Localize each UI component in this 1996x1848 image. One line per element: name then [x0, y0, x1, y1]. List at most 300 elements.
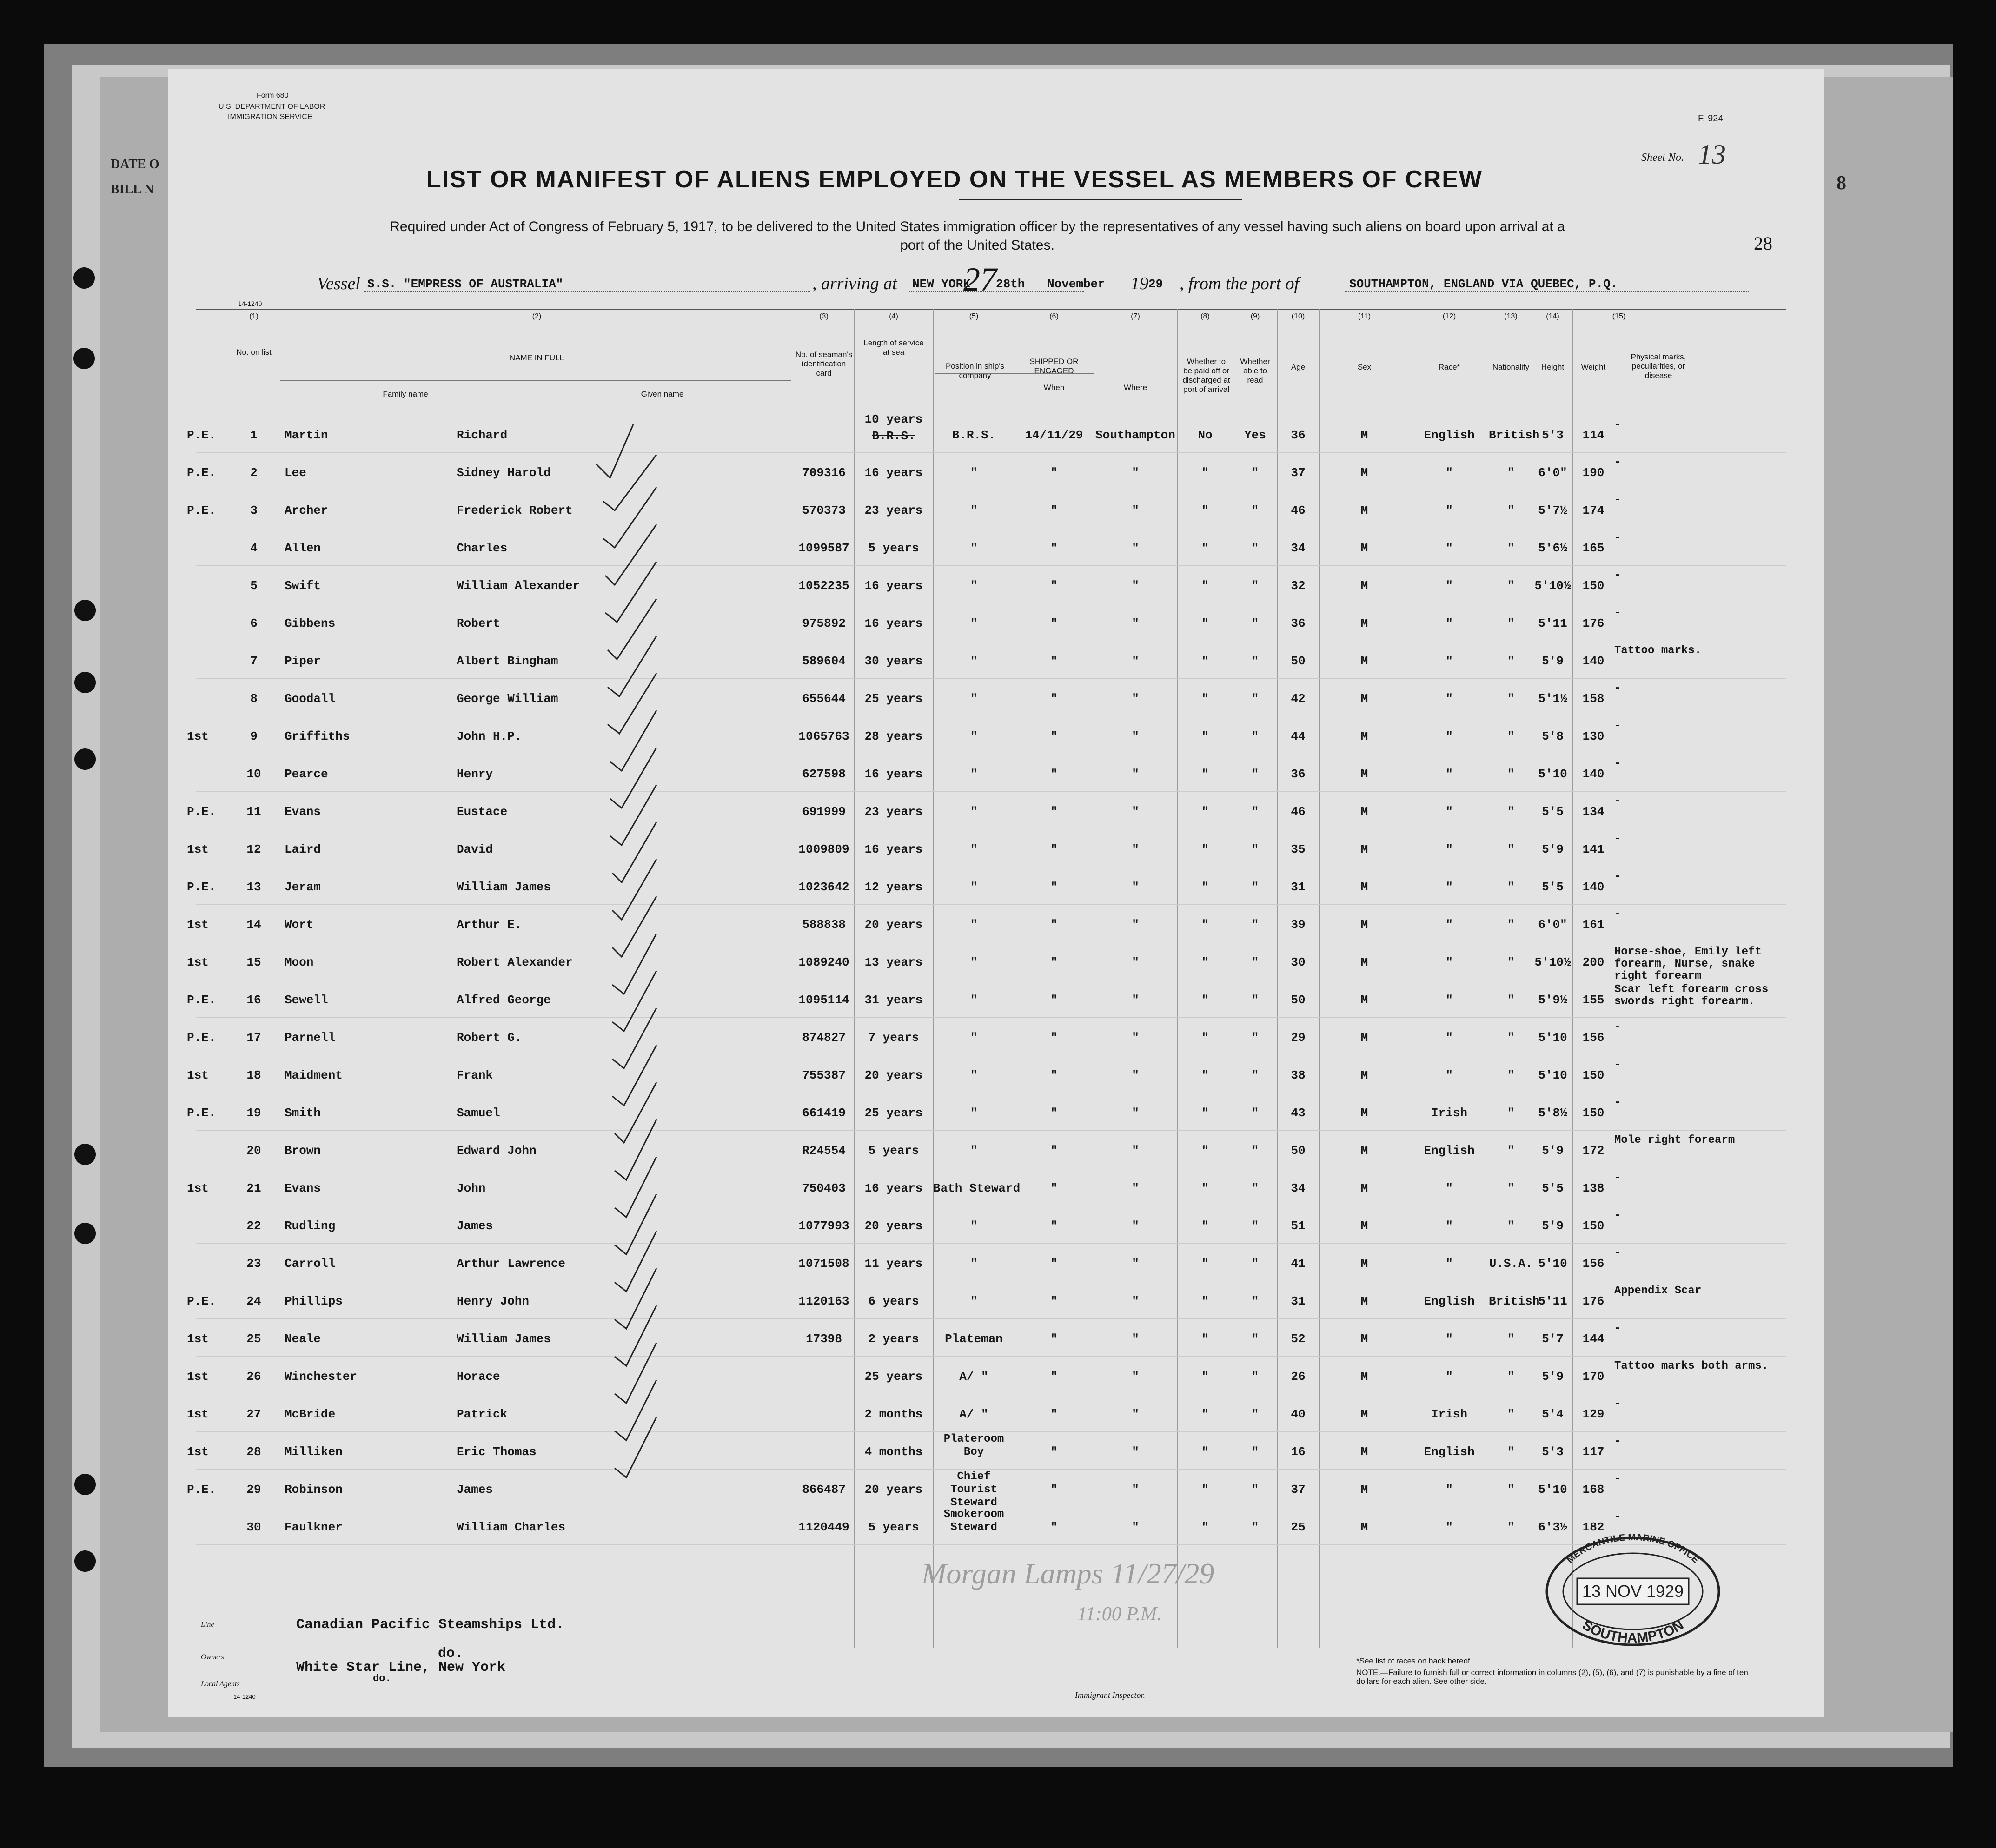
cell-id: 691999: [802, 805, 846, 819]
cell-given: Patrick: [457, 1407, 508, 1421]
cell-race: ": [1446, 767, 1453, 781]
col-num: (1): [249, 312, 259, 320]
cell-read: ": [1251, 955, 1259, 969]
header-weight: Weight: [1581, 363, 1606, 371]
cell-paid: ": [1201, 1181, 1209, 1195]
cell-id: 1009809: [798, 842, 849, 856]
cell-position: ": [970, 918, 978, 932]
header-length-service: Length of service at sea: [863, 338, 924, 357]
cell-height: 5'9½: [1538, 993, 1567, 1007]
cell-class: 1st: [187, 955, 209, 969]
cell-race: ": [1446, 1068, 1453, 1082]
cell-read: ": [1251, 880, 1259, 894]
cell-id: 1071508: [798, 1257, 849, 1271]
cell-no: 3: [250, 503, 258, 517]
cell-marks: -: [1614, 833, 1621, 845]
cell-age: 44: [1291, 729, 1306, 743]
cell-family: Moon: [285, 955, 314, 969]
cell-where: ": [1132, 1370, 1139, 1384]
cell-service: 5 years: [868, 1520, 919, 1534]
cell-height: 5'10: [1538, 1031, 1567, 1045]
cell-service: 2 years: [868, 1332, 919, 1346]
month-value: November: [1047, 277, 1105, 291]
cell-height: 6'0": [1538, 466, 1567, 480]
cell-read: ": [1251, 503, 1259, 517]
cell-family: Martin: [285, 428, 328, 442]
cell-service: 12 years: [864, 880, 923, 894]
cell-family: Smith: [285, 1106, 321, 1120]
cell-age: 37: [1291, 466, 1306, 480]
cell-sex: M: [1360, 1144, 1368, 1158]
cell-service: 16 years: [864, 842, 923, 856]
cell-no: 12: [246, 842, 261, 856]
cell-service: 30 years: [864, 654, 923, 668]
cell-read: ": [1251, 1483, 1259, 1497]
cell-nationality: ": [1507, 579, 1515, 593]
cell-marks: Tattoo marks both arms.: [1614, 1360, 1769, 1372]
cell-race: ": [1446, 1219, 1453, 1233]
cell-read: ": [1251, 993, 1259, 1007]
cell-family: Allen: [285, 541, 321, 555]
cell-service: 7 years: [868, 1031, 919, 1045]
sheet-number: 13: [1698, 139, 1726, 170]
cell-nationality: ": [1507, 1106, 1515, 1120]
cell-marks: Scar left forearm cross swords right forearm.: [1614, 983, 1769, 1008]
cell-where: ": [1132, 993, 1139, 1007]
cell-sex: M: [1360, 1219, 1368, 1233]
cell-id: 709316: [802, 466, 846, 480]
inspector-signature: Morgan Lamps 11/27/29: [922, 1557, 1214, 1590]
cell-sex: M: [1360, 880, 1368, 894]
cell-race: ": [1446, 503, 1453, 517]
cell-sex: M: [1360, 1332, 1368, 1346]
cell-family: Laird: [285, 842, 321, 856]
cell-service: 20 years: [864, 1219, 923, 1233]
cell-nationality: ": [1507, 1219, 1515, 1233]
cell-id: 874827: [802, 1031, 846, 1045]
cell-paid: ": [1201, 805, 1209, 819]
cell-where: ": [1132, 1294, 1139, 1308]
cell-age: 35: [1291, 842, 1306, 856]
cell-paid: ": [1201, 1407, 1209, 1421]
cell-id: 755387: [802, 1068, 846, 1082]
cell-height: 5'9: [1542, 842, 1564, 856]
cell-marks: -: [1614, 1096, 1621, 1109]
cell-service: 20 years: [864, 1068, 923, 1082]
cell-given: William Charles: [457, 1520, 566, 1534]
cell-service: 16 years: [864, 767, 923, 781]
cell-race: ": [1446, 654, 1453, 668]
cell-sex: M: [1360, 1106, 1368, 1120]
cell-no: 14: [246, 918, 261, 932]
cell-age: 34: [1291, 1181, 1306, 1195]
cell-service: 31 years: [864, 993, 923, 1007]
binder-hole: [74, 1550, 96, 1572]
cell-paid: ": [1201, 579, 1209, 593]
cell-weight: 182: [1582, 1520, 1605, 1534]
cell-sex: M: [1360, 541, 1368, 555]
cell-weight: 190: [1582, 466, 1605, 480]
cell-when: ": [1050, 1407, 1058, 1421]
cell-race: Irish: [1431, 1407, 1467, 1421]
cell-when: ": [1050, 1106, 1058, 1120]
cell-where: ": [1132, 1181, 1139, 1195]
cell-when: ": [1050, 1219, 1058, 1233]
cell-paid: ": [1201, 955, 1209, 969]
cell-race: ": [1446, 1181, 1453, 1195]
cell-family: Sewell: [285, 993, 328, 1007]
col-num: (9): [1250, 312, 1260, 320]
cell-weight: 165: [1582, 541, 1605, 555]
cell-family: Robinson: [285, 1483, 343, 1497]
cell-sex: M: [1360, 503, 1368, 517]
cell-sex: M: [1360, 466, 1368, 480]
cell-sex: M: [1360, 692, 1368, 706]
cell-class: P.E.: [187, 466, 216, 480]
cell-race: ": [1446, 579, 1453, 593]
cell-weight: 150: [1582, 1106, 1605, 1120]
cell-given: Robert G.: [457, 1031, 522, 1045]
cell-no: 8: [250, 692, 258, 706]
cell-weight: 156: [1582, 1031, 1605, 1045]
cell-where: ": [1132, 1483, 1139, 1497]
cell-no: 16: [246, 993, 261, 1007]
cell-age: 16: [1291, 1445, 1306, 1459]
cell-age: 42: [1291, 692, 1306, 706]
cell-position: Plateman: [945, 1332, 1003, 1346]
header-physical-marks: Physical marks, peculiarities, or disease: [1631, 352, 1686, 380]
cell-weight: 174: [1582, 503, 1605, 517]
cell-id: 975892: [802, 616, 846, 630]
cell-when: ": [1050, 1294, 1058, 1308]
cell-weight: 168: [1582, 1483, 1605, 1497]
cell-position: ": [970, 955, 978, 969]
cell-race: ": [1446, 692, 1453, 706]
cell-given: Robert: [457, 616, 500, 630]
cell-nationality: ": [1507, 616, 1515, 630]
cell-id: 627598: [802, 767, 846, 781]
cell-where: ": [1132, 541, 1139, 555]
cell-age: 38: [1291, 1068, 1306, 1082]
cell-family: McBride: [285, 1407, 336, 1421]
cell-family: Gibbens: [285, 616, 336, 630]
cell-marks: -: [1614, 607, 1621, 619]
cell-class: P.E.: [187, 880, 216, 894]
header-height: Height: [1541, 363, 1565, 371]
binder-hole: [74, 1144, 96, 1165]
cell-nationality: ": [1507, 1520, 1515, 1534]
cell-age: 52: [1291, 1332, 1306, 1346]
form-number: Form 680: [257, 92, 289, 99]
cell-service: 10 years: [864, 412, 923, 426]
cell-family: Lee: [285, 466, 306, 480]
cell-when: 14/11/29: [1025, 428, 1083, 442]
cell-sex: M: [1360, 1370, 1368, 1384]
cell-weight: 161: [1582, 918, 1605, 932]
cell-given: Eustace: [457, 805, 508, 819]
cell-paid: ": [1201, 616, 1209, 630]
cell-given: John H.P.: [457, 729, 522, 743]
cell-marks: -: [1614, 1021, 1621, 1033]
cell-no: 4: [250, 541, 258, 555]
cell-paid: ": [1201, 1144, 1209, 1158]
cell-where: ": [1132, 1144, 1139, 1158]
cell-when: ": [1050, 616, 1058, 630]
cell-service: 23 years: [864, 503, 923, 517]
header-id-card: No. of seaman's identification card: [795, 350, 853, 378]
cell-class: P.E.: [187, 1294, 216, 1308]
cell-weight: 117: [1582, 1445, 1605, 1459]
cell-when: ": [1050, 842, 1058, 856]
cell-sex: M: [1360, 579, 1368, 593]
cell-weight: 114: [1582, 428, 1605, 442]
cell-service: 25 years: [864, 692, 923, 706]
cell-race: English: [1424, 1294, 1475, 1308]
manifest-sheet: [168, 69, 1824, 1717]
col-num: (7): [1131, 312, 1140, 320]
cell-position: Bath Steward: [933, 1181, 1021, 1195]
cell-class: P.E.: [187, 805, 216, 819]
cell-nationality: ": [1507, 729, 1515, 743]
cell-no: 17: [246, 1031, 261, 1045]
cell-paid: ": [1201, 654, 1209, 668]
footer-owners-value: do.: [438, 1646, 464, 1662]
cell-paid: No: [1198, 428, 1213, 442]
cell-given: Richard: [457, 428, 508, 442]
cell-where: ": [1132, 955, 1139, 969]
cell-when: ": [1050, 692, 1058, 706]
binder-hole: [74, 748, 96, 770]
from-label: , from the port of: [1180, 274, 1300, 293]
cell-height: 5'6½: [1538, 541, 1567, 555]
cell-service: 20 years: [864, 918, 923, 932]
cell-read: ": [1251, 466, 1259, 480]
cell-weight: 138: [1582, 1181, 1605, 1195]
cell-sex: M: [1360, 1520, 1368, 1534]
stamp-bottom-text: SOUTHAMPTON: [1579, 1617, 1686, 1646]
cell-when: ": [1050, 1332, 1058, 1346]
cell-given: Robert Alexander: [457, 955, 573, 969]
cell-age: 50: [1291, 654, 1306, 668]
edge-label-bill: BILL N: [111, 182, 154, 197]
cell-no: 26: [246, 1370, 261, 1384]
cell-position: ": [970, 1294, 978, 1308]
cell-race: ": [1446, 1031, 1453, 1045]
cell-height: 5'11: [1538, 1294, 1567, 1308]
cell-when: ": [1050, 1483, 1058, 1497]
cell-marks: -: [1614, 1435, 1621, 1448]
col-num: (3): [819, 312, 829, 320]
mercantile-marine-stamp: [1540, 1526, 1726, 1647]
cell-given: William Alexander: [457, 579, 580, 593]
cell-when: ": [1050, 1181, 1058, 1195]
cell-paid: ": [1201, 842, 1209, 856]
cell-age: 36: [1291, 616, 1306, 630]
time-note: 11:00 P.M.: [1077, 1603, 1162, 1625]
cell-position: ": [970, 767, 978, 781]
cell-position: A/ ": [959, 1407, 988, 1421]
cell-where: ": [1132, 1031, 1139, 1045]
cell-family: Evans: [285, 805, 321, 819]
cell-sex: M: [1360, 729, 1368, 743]
cell-class: 1st: [187, 1407, 209, 1421]
cell-race: ": [1446, 541, 1453, 555]
left-form-code: 14-1240: [238, 300, 262, 307]
cell-where: ": [1132, 654, 1139, 668]
cell-height: 5'8: [1542, 729, 1564, 743]
note-races: *See list of races on back hereof.: [1356, 1656, 1472, 1665]
cell-nationality: ": [1507, 1068, 1515, 1082]
cell-age: 40: [1291, 1407, 1306, 1421]
cell-service: 16 years: [864, 579, 923, 593]
cell-family: Swift: [285, 579, 321, 593]
cell-height: 5'7½: [1538, 503, 1567, 517]
cell-no: 25: [246, 1332, 261, 1346]
cell-when: ": [1050, 503, 1058, 517]
cell-nationality: ": [1507, 654, 1515, 668]
cell-sex: M: [1360, 654, 1368, 668]
cell-race: ": [1446, 1483, 1453, 1497]
cell-service: 11 years: [864, 1257, 923, 1271]
binder-hole: [74, 1223, 96, 1244]
cell-id: 661419: [802, 1106, 846, 1120]
cell-weight: 170: [1582, 1370, 1605, 1384]
cell-when: ": [1050, 1068, 1058, 1082]
cell-nationality: ": [1507, 692, 1515, 706]
cell-position: ": [970, 1031, 978, 1045]
cell-sex: M: [1360, 1257, 1368, 1271]
cell-where: ": [1132, 1407, 1139, 1421]
from-value: SOUTHAMPTON, ENGLAND VIA QUEBEC, P.Q.: [1349, 277, 1618, 291]
cell-class: P.E.: [187, 1031, 216, 1045]
cell-family: Neale: [285, 1332, 321, 1346]
cell-age: 37: [1291, 1483, 1306, 1497]
cell-position: ": [970, 541, 978, 555]
cell-family: Piper: [285, 654, 321, 668]
header-race: Race*: [1438, 363, 1460, 371]
cell-class: 1st: [187, 1068, 209, 1082]
cell-weight: 140: [1582, 654, 1605, 668]
cell-no: 6: [250, 616, 258, 630]
cell-age: 50: [1291, 1144, 1306, 1158]
cell-where: Southampton: [1095, 428, 1175, 442]
col-num: (13): [1504, 312, 1518, 320]
cell-no: 1: [250, 428, 258, 442]
cell-id: 750403: [802, 1181, 846, 1195]
cell-no: 24: [246, 1294, 261, 1308]
cell-race: Irish: [1431, 1106, 1467, 1120]
cell-id: 1052235: [798, 579, 849, 593]
cell-no: 27: [246, 1407, 261, 1421]
cell-position: ": [970, 1257, 978, 1271]
cell-no: 21: [246, 1181, 261, 1195]
svg-text:MERCANTILE MARINE OFFICE: [1565, 1532, 1701, 1565]
cell-family: Carroll: [285, 1257, 336, 1271]
cell-read: ": [1251, 692, 1259, 706]
cell-given: Frank: [457, 1068, 493, 1082]
cell-weight: 172: [1582, 1144, 1605, 1158]
cell-sex: M: [1360, 1407, 1368, 1421]
cell-position: ": [970, 993, 978, 1007]
cell-class: 1st: [187, 1370, 209, 1384]
cell-given: George William: [457, 692, 558, 706]
cell-age: 36: [1291, 428, 1306, 442]
cell-no: 15: [246, 955, 261, 969]
cell-paid: ": [1201, 1068, 1209, 1082]
footer-line-label: Line: [201, 1621, 214, 1629]
cell-where: ": [1132, 805, 1139, 819]
cell-family: Phillips: [285, 1294, 343, 1308]
cell-id: 1099587: [798, 541, 849, 555]
cell-age: 30: [1291, 955, 1306, 969]
stamp-date: 13 NOV 1929: [1582, 1582, 1684, 1601]
cell-read: ": [1251, 1294, 1259, 1308]
cell-race: English: [1424, 1144, 1475, 1158]
cell-where: ": [1132, 1219, 1139, 1233]
cell-height: 5'8½: [1538, 1106, 1567, 1120]
service: IMMIGRATION SERVICE: [228, 113, 312, 121]
page-title: LIST OR MANIFEST OF ALIENS EMPLOYED ON THE VESSEL AS MEMBERS OF CREW: [426, 166, 1483, 193]
cell-given: Edward John: [457, 1144, 537, 1158]
cell-given: Arthur E.: [457, 918, 522, 932]
cell-position: ": [970, 654, 978, 668]
cell-weight: 200: [1582, 955, 1605, 969]
cell-no: 20: [246, 1144, 261, 1158]
cell-marks: -: [1614, 1473, 1621, 1485]
cell-age: 26: [1291, 1370, 1306, 1384]
cell-class: 1st: [187, 1332, 209, 1346]
cell-family: Rudling: [285, 1219, 336, 1233]
cell-position: Chief Tourist Steward: [950, 1470, 997, 1509]
cell-race: ": [1446, 1520, 1453, 1534]
cell-id: 589604: [802, 654, 846, 668]
cell-paid: ": [1201, 1257, 1209, 1271]
cell-marks: -: [1614, 720, 1621, 732]
year-value: 29: [1148, 277, 1163, 291]
cell-id: 1089240: [798, 955, 849, 969]
cell-paid: ": [1201, 503, 1209, 517]
cell-read: ": [1251, 1445, 1259, 1459]
cell-height: 5'7: [1542, 1332, 1564, 1346]
cell-no: 11: [246, 805, 261, 819]
cell-weight: 150: [1582, 1219, 1605, 1233]
cell-height: 5'9: [1542, 654, 1564, 668]
header-no-on-list: No. on list: [236, 348, 272, 357]
cell-position: ": [970, 1144, 978, 1158]
sheet-label: Sheet No.: [1641, 152, 1684, 164]
cell-given: Arthur Lawrence: [457, 1257, 566, 1271]
cell-paid: ": [1201, 1332, 1209, 1346]
cell-nationality: ": [1507, 466, 1515, 480]
cell-given: Henry: [457, 767, 493, 781]
cell-paid: ": [1201, 1031, 1209, 1045]
cell-paid: ": [1201, 880, 1209, 894]
cell-no: 23: [246, 1257, 261, 1271]
cell-sex: M: [1360, 918, 1368, 932]
cell-height: 5'5: [1542, 805, 1564, 819]
cell-nationality: ": [1507, 767, 1515, 781]
cell-given: Charles: [457, 541, 508, 555]
cell-when: ": [1050, 805, 1058, 819]
binder-hole: [74, 600, 96, 621]
cell-service: 25 years: [864, 1370, 923, 1384]
cell-age: 32: [1291, 579, 1306, 593]
cell-height: 5'9: [1542, 1370, 1564, 1384]
cell-family: Winchester: [285, 1370, 358, 1384]
cell-nationality: British: [1489, 428, 1540, 442]
cell-marks: -: [1614, 569, 1621, 582]
header-family-name: Family name: [383, 390, 428, 398]
